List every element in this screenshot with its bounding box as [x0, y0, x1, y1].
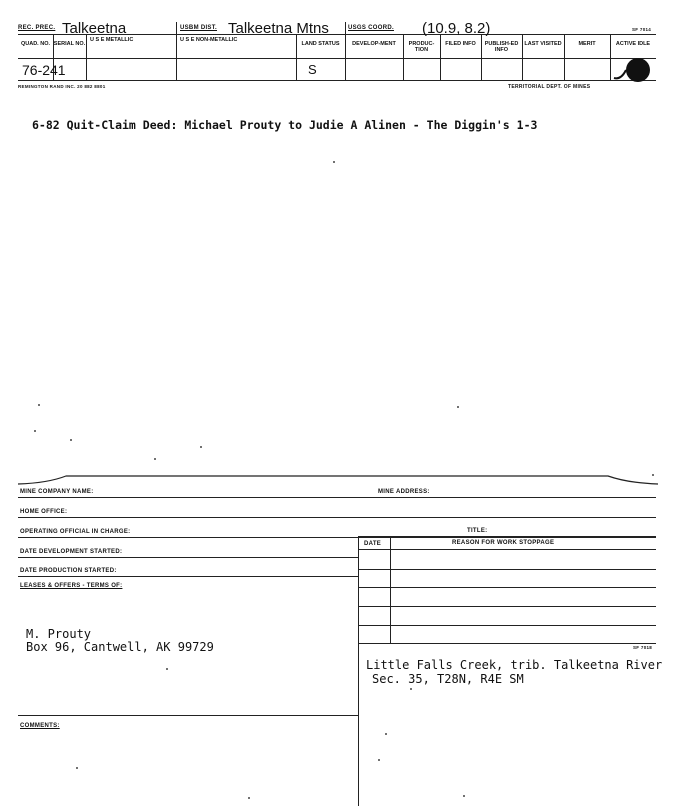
mine-company-label: MINE COMPANY NAME:	[20, 489, 94, 495]
col-use-metallic: U S E METALLIC	[90, 37, 134, 43]
owner-address: Box 96, Cantwell, AK 99729	[26, 640, 214, 654]
title-label: TITLE:	[467, 528, 488, 534]
deed-note: 6-82 Quit-Claim Deed: Michael Prouty to Judie A Alinen - The Diggin's 1-3	[32, 118, 538, 132]
form-top-border	[18, 474, 658, 488]
rec-prec-value: Talkeetna	[62, 20, 127, 37]
scan-speck	[166, 668, 168, 670]
record-number: 76-241	[22, 62, 66, 78]
scan-speck	[410, 688, 412, 690]
usgs-coord-label: USGS COORD.	[348, 25, 394, 31]
scan-speck	[333, 161, 335, 163]
col-quad-no: QUAD. NO.	[20, 41, 51, 47]
form-number-bottom: SF 7018	[633, 645, 653, 650]
col-merit: MERIT	[578, 41, 596, 47]
usbm-dist-value: Talkeetna Mtns	[228, 20, 329, 37]
scan-speck	[378, 759, 380, 761]
operating-official-label: OPERATING OFFICIAL IN CHARGE:	[20, 529, 131, 535]
usbm-dist-label: USBM DIST.	[180, 25, 218, 31]
col-active-idle: ACTIVE IDLE	[615, 41, 651, 47]
rec-prec-label: REC. PREC.	[18, 25, 56, 31]
printer-line: REMINGTON RAND INC. 20 882 8801	[18, 84, 106, 89]
date-column-header: DATE	[364, 541, 382, 547]
territorial-dept-line: TERRITORIAL DEPT. OF MINES	[508, 84, 591, 90]
owner-name: M. Prouty	[26, 627, 92, 641]
usgs-coord-value: (10.9, 8.2)	[422, 20, 491, 37]
scan-speck	[200, 446, 202, 448]
scan-speck	[34, 430, 36, 432]
scan-speck	[248, 797, 250, 799]
col-filed-info: FILED INFO	[445, 41, 476, 47]
scan-speck	[38, 404, 40, 406]
mine-address-label: MINE ADDRESS:	[378, 489, 430, 495]
land-status-value: S	[308, 62, 317, 77]
col-published-info: PUBLISH-ED INFO	[484, 41, 519, 53]
col-production: PRODUC-TION	[408, 41, 435, 53]
scan-speck	[70, 439, 72, 441]
leases-offers-label: LEASES & OFFERS - TERMS OF:	[20, 583, 123, 589]
checkmark-icon	[612, 66, 630, 82]
col-land-status: LAND STATUS	[301, 41, 340, 47]
production-started-label: DATE PRODUCTION STARTED:	[20, 568, 117, 574]
scan-speck	[385, 733, 387, 735]
location-line-2: Sec. 35, T28N, R4E SM	[372, 672, 524, 686]
col-use-nonmetallic: U S E NON-METALLIC	[180, 37, 238, 43]
scan-speck	[76, 767, 78, 769]
col-last-visited: LAST VISITED	[524, 41, 562, 47]
comments-label: COMMENTS:	[20, 723, 60, 729]
home-office-label: HOME OFFICE:	[20, 509, 68, 515]
scan-speck	[154, 458, 156, 460]
location-line-1: Little Falls Creek, trib. Talkeetna River	[366, 658, 663, 672]
scan-speck	[463, 795, 465, 797]
scan-speck	[457, 406, 459, 408]
col-serial-no: SERIAL NO.	[53, 41, 86, 47]
col-development: DEVELOP-MENT	[352, 41, 396, 47]
form-number-top: SF 7014	[632, 27, 652, 32]
development-started-label: DATE DEVELOPMENT STARTED:	[20, 549, 123, 555]
reason-column-header: REASON FOR WORK STOPPAGE	[452, 540, 555, 546]
